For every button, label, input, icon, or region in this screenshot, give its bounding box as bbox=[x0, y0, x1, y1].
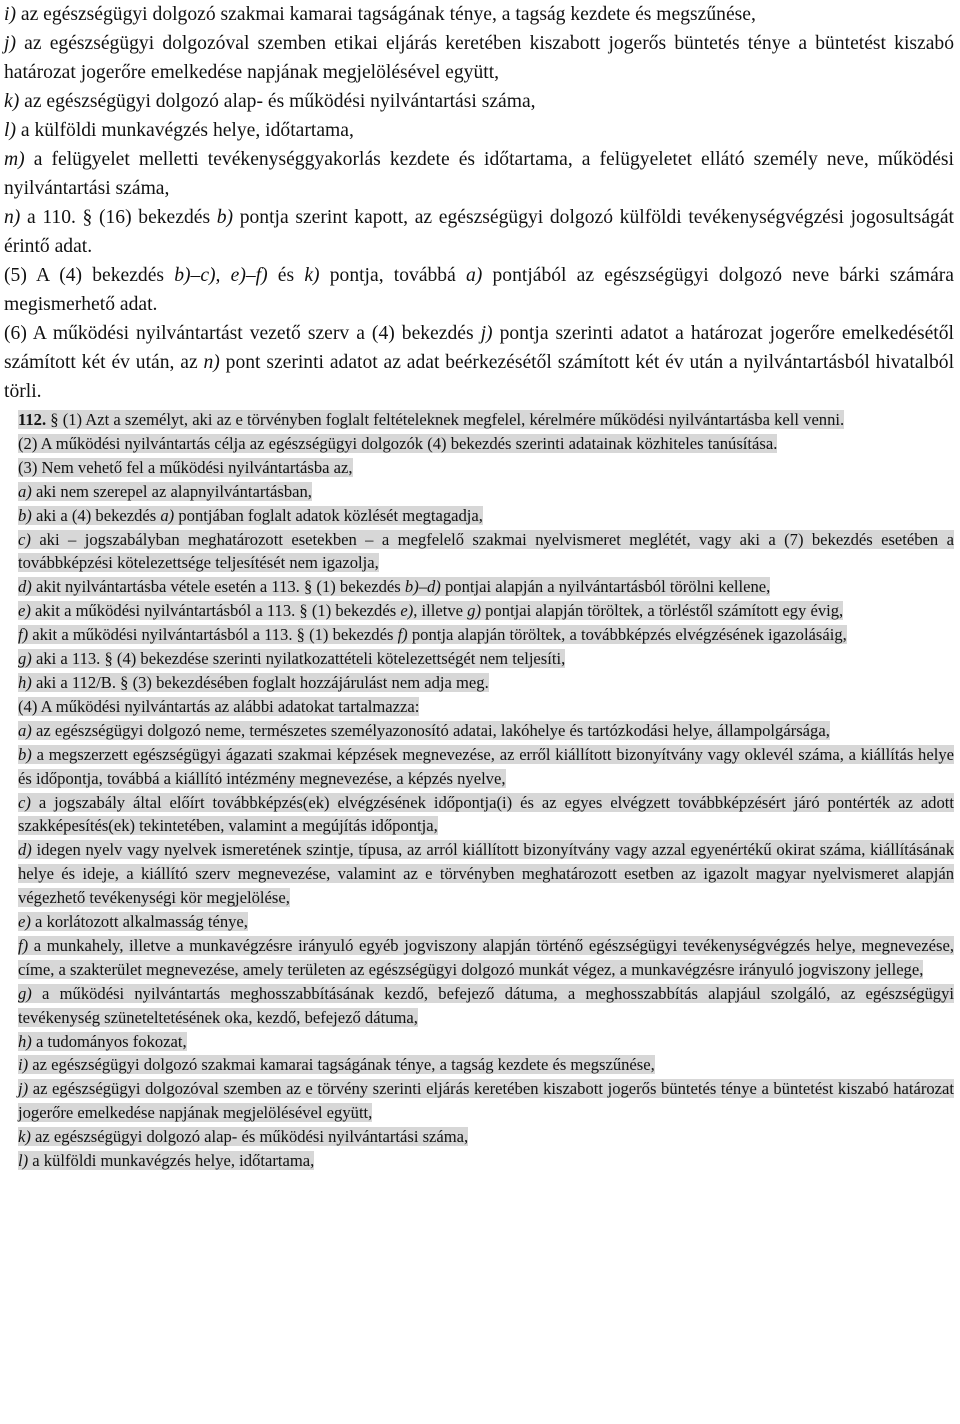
paragraph-3-point-e bbox=[4, 599, 954, 623]
point-label: k) bbox=[4, 91, 20, 112]
point-label: a) bbox=[18, 481, 32, 501]
point-label: g) bbox=[18, 983, 32, 1003]
point-text: az egészségügyi dolgozóval szemben az e törvény szerinti eljárás keretében kiszabott jogerős büntetés ténye a büntetést kiszabó határozat jogerőre emelkedése napjának megjelölésével együtt, bbox=[18, 1079, 954, 1123]
point-label: h) bbox=[18, 1031, 32, 1051]
paragraph-text: pontjából az egészségügyi dolgozó neve bárki számára megismerhető adat. bbox=[4, 265, 954, 315]
point-label: d) bbox=[18, 577, 32, 597]
paragraph-k bbox=[4, 87, 954, 116]
point-text: a korlátozott alkalmasság ténye, bbox=[30, 912, 248, 932]
point-text: akit a működési nyilvántartásból a 113. § (1) bekezdés bbox=[30, 601, 401, 621]
paragraph-text: és bbox=[267, 265, 305, 286]
point-reference: g) bbox=[467, 601, 481, 621]
paragraph-3-point-f bbox=[4, 623, 954, 647]
point-label: e) bbox=[18, 912, 31, 932]
point-text: a külföldi munkavégzés helye, időtartama, bbox=[15, 120, 354, 141]
highlighted-text: (2) A működési nyilvántartás célja az egészségügyi dolgozók (4) bekezdés szerinti adatainak közhiteles tanúsítása. bbox=[18, 433, 778, 453]
point-reference: f) bbox=[397, 625, 408, 645]
highlighted-text bbox=[18, 482, 312, 501]
point-reference: j) bbox=[480, 323, 493, 344]
paragraph-text: – bbox=[245, 265, 256, 286]
point-text: aki – jogszabályban meghatározott esetekben – a megfelelő szakmai nyelvismeret meglétét, vagy aki a (7) bekezdés esetében a továbbképzési kötelezettsége teljesítését nem igazolja, bbox=[18, 529, 954, 573]
highlighted-text bbox=[18, 1079, 954, 1122]
point-text: a jogszabály által előírt továbbképzés(ek) elvégzésének időpontja(i) és az egyes elvégzett továbbképzésért járó pontérték az adott szakképesítés(ek) tekintetében, valamint a megújítás időpontja, bbox=[18, 792, 954, 836]
point-text: pontjai alapján a nyilvántartásból törölni kellene, bbox=[440, 577, 771, 597]
point-label: n) bbox=[4, 207, 21, 228]
point-text: az egészségügyi dolgozó szakmai kamarai tagságának ténye, a tagság kezdete és megszűnése, bbox=[28, 1055, 655, 1075]
paragraph-4-point-k bbox=[4, 1125, 954, 1149]
point-text: az egészségügyi dolgozóval szemben etikai eljárás keretében kiszabott jogerős büntetés ténye a büntetést kiszabó határozat jogerőre emelkedése napjának megjelölésével együtt, bbox=[4, 33, 954, 83]
point-label: h) bbox=[18, 672, 32, 692]
highlighted-text bbox=[18, 840, 954, 907]
point-reference: b) bbox=[216, 207, 234, 228]
paragraph-3-point-g bbox=[4, 647, 954, 671]
paragraph-text: (6) A működési nyilvántartást vezető szerv a (4) bekezdés bbox=[4, 323, 481, 344]
point-label: j) bbox=[18, 1079, 29, 1099]
point-label: e) bbox=[18, 601, 31, 621]
highlighted-text bbox=[18, 1151, 314, 1170]
paragraph-4-point-i bbox=[4, 1053, 954, 1077]
highlighted-text bbox=[18, 506, 483, 525]
point-text: aki nem szerepel az alapnyilvántartásban, bbox=[31, 481, 312, 501]
highlighted-text bbox=[18, 625, 847, 644]
highlighted-text bbox=[18, 649, 565, 668]
point-label: l) bbox=[4, 120, 16, 141]
paragraph-4-point-d bbox=[4, 838, 954, 910]
point-label: b) bbox=[18, 744, 32, 764]
paragraph-3-point-a bbox=[4, 480, 954, 504]
point-text: a felügyelet melletti tevékenységgyakorlás kezdete és időtartama, a felügyeletet ellátó személy neve, működési nyilvántartási száma, bbox=[4, 149, 954, 199]
section-number: 112. bbox=[18, 410, 47, 429]
point-reference: f) bbox=[255, 265, 268, 286]
point-text: az egészségügyi dolgozó szakmai kamarai tagságának ténye, a tagság kezdete és megszűnése, bbox=[15, 4, 756, 25]
point-text: az egészségügyi dolgozó neme, természetes személyazonosító adatai, lakóhelye és tartózkodási helye, állampolgársága, bbox=[31, 720, 830, 740]
highlighted-text bbox=[18, 601, 843, 620]
point-label: i) bbox=[18, 1055, 29, 1075]
point-label: b) bbox=[18, 505, 32, 525]
paragraph-text: § (1) Azt a személyt, aki az e törvényben foglalt feltételeknek megfelel, kérelmére működési nyilvántartásba kell venni. bbox=[46, 410, 845, 429]
paragraph-l bbox=[4, 116, 954, 145]
paragraph-text: pontja szerinti adatot a határozat jogerőre emelkedésétől számított két év után, az bbox=[4, 323, 954, 373]
section-112-paragraph-4 bbox=[4, 695, 954, 719]
point-label: i) bbox=[4, 4, 16, 25]
paragraph-4-point-h bbox=[4, 1030, 954, 1054]
highlighted-text bbox=[18, 745, 954, 788]
highlighted-text bbox=[18, 984, 954, 1027]
point-reference: b) bbox=[174, 265, 191, 286]
point-text: pontja szerint kapott, az egészségügyi dolgozó külföldi tevékenységvégzési jogosultságát érintő adat. bbox=[4, 207, 954, 257]
highlighted-text bbox=[18, 577, 770, 596]
paragraph-text: (5) A (4) bekezdés bbox=[4, 265, 175, 286]
paragraph-6 bbox=[4, 319, 954, 406]
point-text: az egészségügyi dolgozó alap- és működési nyilvántartási száma, bbox=[19, 91, 536, 112]
highlighted-text bbox=[18, 410, 844, 429]
paragraph-text: – bbox=[190, 265, 201, 286]
paragraph-text: pont szerinti adatot az adat beérkezésétől számított két év után a nyilvántartásból hivatalból törli. bbox=[4, 352, 955, 402]
highlighted-text bbox=[18, 912, 248, 931]
paragraph-m bbox=[4, 145, 954, 203]
paragraph-3-point-b bbox=[4, 504, 954, 528]
point-text: a működési nyilvántartás meghosszabbításának kezdő, befejező dátuma, a meghosszabbítás alapjául szolgáló, az egészségügyi tevékenység szüneteltetésének oka, kezdő, befejező dátuma, bbox=[18, 983, 954, 1027]
point-label: j) bbox=[4, 33, 16, 54]
paragraph-3-point-d bbox=[4, 575, 954, 599]
point-reference: e) bbox=[400, 601, 414, 621]
point-label: f) bbox=[18, 625, 29, 645]
point-text: akit a működési nyilvántartásból a 113. § (1) bekezdés bbox=[28, 625, 398, 645]
previous-text-section bbox=[4, 0, 954, 406]
point-reference: a) bbox=[465, 265, 483, 286]
paragraph-3-point-h bbox=[4, 671, 954, 695]
highlighted-text: (3) Nem vehető fel a működési nyilvántartásba az, bbox=[18, 457, 353, 477]
section-112-paragraph-3 bbox=[4, 456, 954, 480]
point-label: k) bbox=[18, 1127, 31, 1147]
point-text: aki a 112/B. § (3) bekezdésében foglalt hozzájárulást nem adja meg. bbox=[31, 672, 489, 692]
point-text: pontjában foglalt adatok közlését megtagadja, bbox=[174, 505, 483, 525]
paragraph-4-point-f bbox=[4, 934, 954, 982]
highlighted-text bbox=[18, 673, 489, 692]
paragraph-4-point-l bbox=[4, 1149, 954, 1173]
highlighted-text bbox=[18, 793, 954, 836]
paragraph-4-point-c bbox=[4, 791, 954, 839]
point-text: aki a (4) bekezdés bbox=[31, 505, 161, 525]
highlighted-text bbox=[18, 530, 954, 573]
paragraph-n bbox=[4, 203, 954, 261]
amended-text-section bbox=[4, 408, 954, 1173]
point-label: a) bbox=[18, 720, 32, 740]
point-text: a megszerzett egészségügyi ágazati szakmai képzések megnevezése, az erről kiállított bizonyítvány vagy oklevél száma, a kiállítás helye és időpontja, továbbá a kiállító intézmény megnevezése, a képzés nyelve, bbox=[18, 744, 954, 788]
highlighted-text bbox=[18, 936, 954, 979]
highlighted-text: (4) A működési nyilvántartás az alábbi adatokat tartalmazza: bbox=[18, 696, 420, 716]
point-text: a 110. § (16) bekezdés bbox=[20, 207, 217, 228]
point-text: idegen nyelv vagy nyelvek ismeretének szintje, típusa, az arról kiállított bizonyítvány vagy azzal egyenértékű okirat száma, kiállításának helye és ideje, a kiállító szerv megnevezése, valamint az e törvényben meghatározott esetben az igazolt magyar nyelvismeret alapján végezhető tevékenységi kör megjelölése, bbox=[18, 840, 954, 908]
paragraph-4-point-e bbox=[4, 910, 954, 934]
highlighted-text bbox=[18, 721, 830, 740]
point-text: a munkahely, illetve a munkavégzésre irányuló egyéb jogviszony alapján történő egészségügyi tevékenységvégzés helye, megnevezése, címe, a szakterület megnevezése, amely területen az egészségügyi dolgozó munkát végez, a munkavégzésre irányuló jogviszony jellege, bbox=[18, 935, 954, 979]
paragraph-4-point-b bbox=[4, 743, 954, 791]
point-label: d) bbox=[18, 840, 32, 860]
highlighted-text bbox=[18, 1032, 187, 1051]
point-text: akit nyilvántartásba vétele esetén a 113. § (1) bekezdés bbox=[31, 577, 405, 597]
highlighted-text bbox=[18, 1127, 468, 1146]
point-reference: a) bbox=[160, 505, 175, 525]
point-text: az egészségügyi dolgozó alap- és működési nyilvántartási száma, bbox=[30, 1127, 469, 1147]
paragraph-text: pontja, továbbá bbox=[319, 265, 466, 286]
paragraph-4-point-j bbox=[4, 1077, 954, 1125]
paragraph-j bbox=[4, 29, 954, 87]
paragraph-i bbox=[4, 0, 954, 29]
point-text: a tudományos fokozat, bbox=[31, 1031, 187, 1051]
point-reference: b)–d) bbox=[404, 577, 441, 597]
highlighted-text bbox=[18, 1055, 655, 1074]
paragraph-3-point-c bbox=[4, 528, 954, 576]
point-text: , illetve bbox=[413, 601, 468, 621]
point-text: aki a 113. § (4) bekezdése szerinti nyilatkozattételi kötelezettségét nem teljesíti, bbox=[31, 649, 566, 669]
point-label: g) bbox=[18, 649, 32, 669]
point-reference: c), e) bbox=[200, 265, 246, 286]
point-reference: n) bbox=[203, 352, 220, 373]
point-text: pontja alapján töröltek, a továbbképzés elvégzésének igazolásáig, bbox=[407, 625, 847, 645]
paragraph-4-point-a bbox=[4, 719, 954, 743]
point-text: pontjai alapján töröltek, a törléstől számított egy évig, bbox=[480, 601, 844, 621]
point-label: l) bbox=[18, 1151, 29, 1171]
point-label: f) bbox=[18, 935, 29, 955]
section-112-paragraph-1 bbox=[4, 408, 954, 432]
paragraph-4-point-g bbox=[4, 982, 954, 1030]
point-label: m) bbox=[4, 149, 25, 170]
section-112-paragraph-2 bbox=[4, 432, 954, 456]
paragraph-5 bbox=[4, 261, 954, 319]
point-text: a külföldi munkavégzés helye, időtartama, bbox=[28, 1151, 315, 1171]
point-label: c) bbox=[18, 792, 31, 812]
point-reference: k) bbox=[304, 265, 320, 286]
point-label: c) bbox=[18, 529, 31, 549]
